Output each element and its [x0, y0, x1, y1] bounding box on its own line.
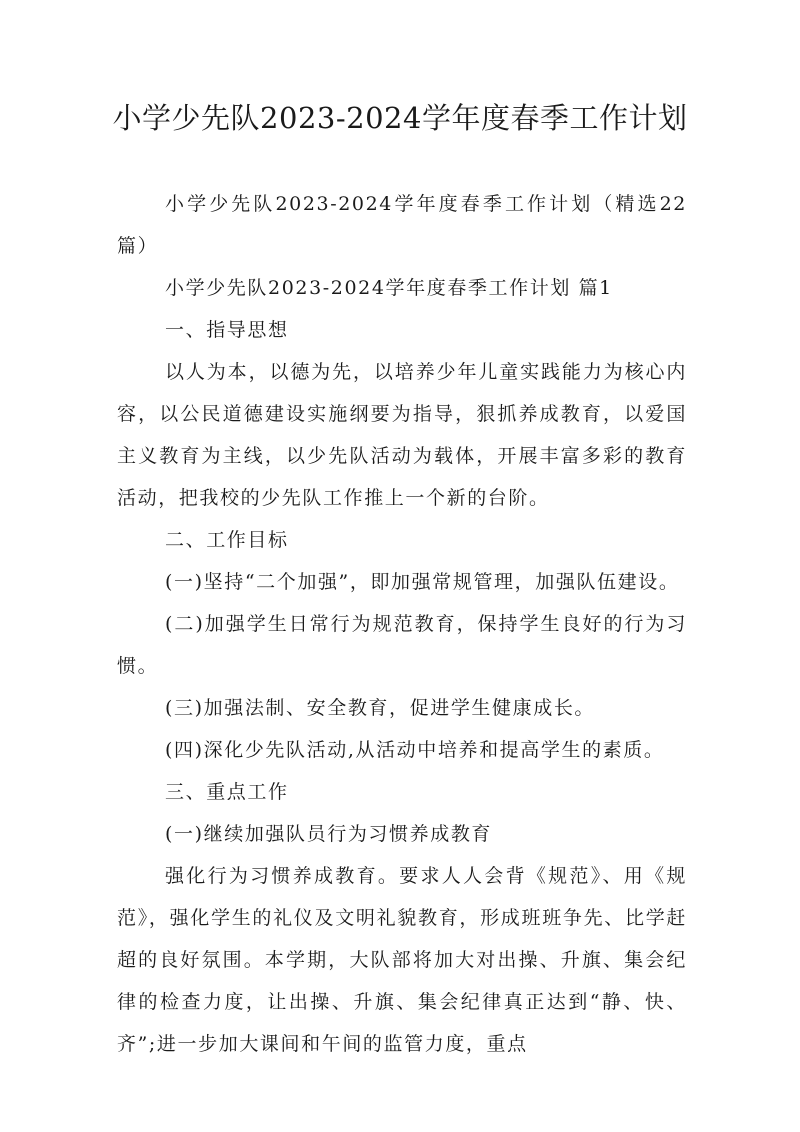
goal-item-1: (一)坚持“二个加强”，即加强常规管理，加强队伍建设。	[165, 571, 680, 593]
heading-key-work: 三、重点工作	[165, 781, 289, 803]
heading-work-goals: 二、工作目标	[165, 529, 289, 551]
goal-item-2: (二)加强学生日常行为规范教育，保持学生良好的行为习惯。	[117, 613, 687, 677]
document-title: 小学少先队2023-2024学年度春季工作计划	[112, 101, 688, 135]
key-work-item-1: (一)继续加强队员行为习惯养成教育	[165, 823, 493, 845]
document-body	[117, 183, 687, 1065]
goal-item-4: (四)深化少先队活动,从活动中培养和提高学生的素质。	[165, 739, 665, 761]
goal-item-3: (三)加强法制、安全教育，促进学生健康成长。	[165, 697, 596, 719]
paragraph-habit-education: 强化行为习惯养成教育。要求人人会背《规范》、用《规范》，强化学生的礼仪及文明礼貌教育，形成班班争先、比学赶超的良好氛围。本学期，大队部将加大对出操、升旗、集会纪律的检查力度，让出操、升旗、集会纪律真正达到“静、快、齐”;进一步加大课间和午间的监管力度，重点	[117, 865, 687, 1055]
section-heading-part1: 小学少先队2023-2024学年度春季工作计划 篇1	[165, 277, 613, 299]
heading-guiding-ideology: 一、指导思想	[165, 319, 289, 341]
paragraph-guiding-ideology: 以人为本，以德为先，以培养少年儿童实践能力为核心内容，以公民道德建设实施纲要为指导，狠抓养成教育，以爱国主义教育为主线，以少先队活动为载体，开展丰富多彩的教育活动，把我校的少先队工作推上一个新的台阶。	[117, 361, 687, 509]
subtitle-paragraph: 小学少先队2023-2024学年度春季工作计划（精选22篇）	[117, 193, 687, 257]
